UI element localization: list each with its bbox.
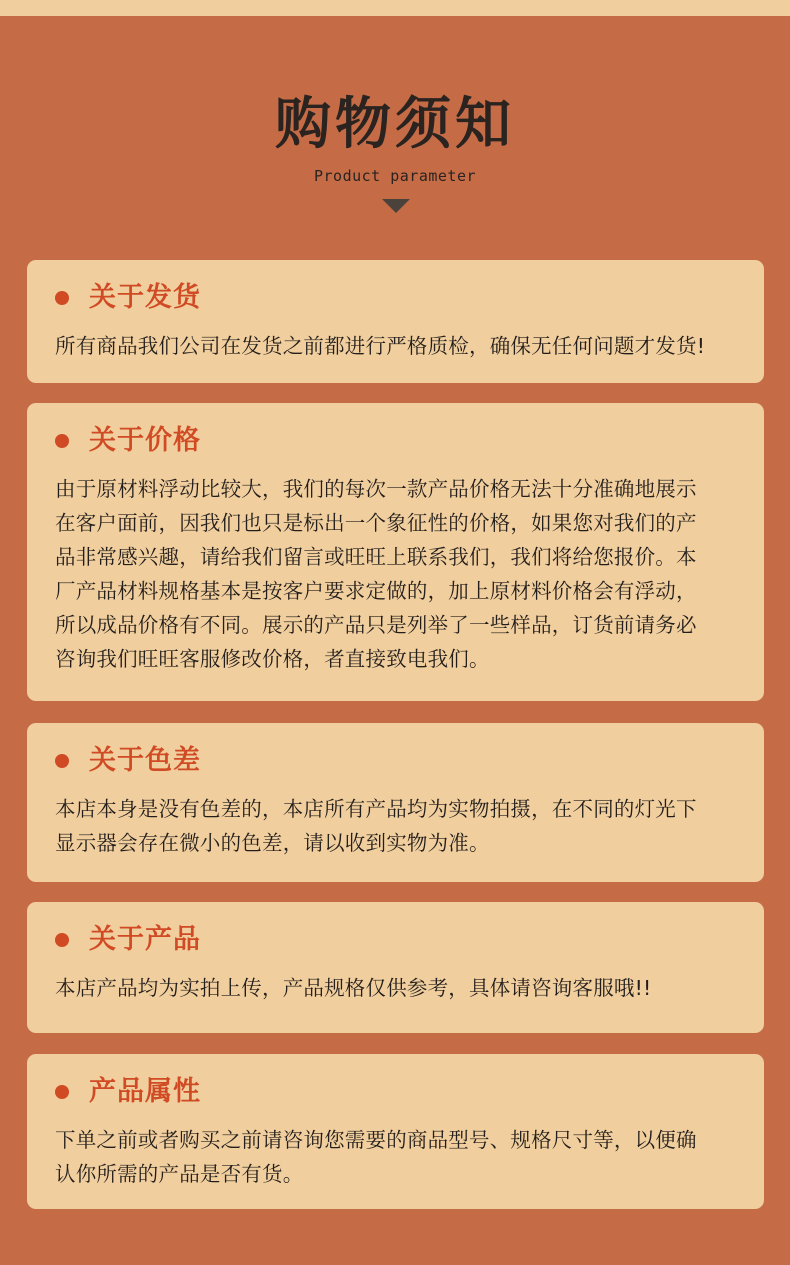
card-header xyxy=(55,1072,740,1112)
bullet-dot-icon xyxy=(55,933,69,947)
card-product xyxy=(27,902,764,1033)
card-price xyxy=(27,403,764,701)
card-title: 关于价格 xyxy=(89,425,201,456)
down-triangle-icon xyxy=(382,199,410,213)
bullet-dot-icon xyxy=(55,434,69,448)
card-body: 下单之前或者购买之前请咨询您需要的商品型号、规格尺寸等，以便确 认你所需的产品是否有货。 xyxy=(55,1128,697,1186)
card-header xyxy=(55,421,740,461)
card-body: 本店产品均为实拍上传，产品规格仅供参考，具体请咨询客服哦!! xyxy=(55,976,652,1000)
page-title: 购物须知 xyxy=(275,92,515,157)
card-body: 由于原材料浮动比较大，我们的每次一款产品价格无法十分准确地展示 在客户面前，因我们也只是标出一个象征性的价格，如果您对我们的产 品非常感兴趣，请给我们留言或旺旺上联系我们，我们将给您报价。本 厂产品材料规格基本是按客户要求定做的，加上原材料价格会有浮动， 所以成品价格有不同。展示的产品只是列举了一些样品，订货前请务必 咨询我们旺旺客服修改价格，者直接致电我们。 xyxy=(55,477,697,671)
card-body: 本店本身是没有色差的，本店所有产品均为实物拍摄，在不同的灯光下 显示器会存在微小的色差，请以收到实物为准。 xyxy=(55,797,697,855)
card-shipping xyxy=(27,260,764,383)
card-title: 关于发货 xyxy=(89,282,201,313)
card-header xyxy=(55,741,740,781)
page-header xyxy=(0,90,790,186)
bullet-dot-icon xyxy=(55,291,69,305)
card-title: 关于色差 xyxy=(89,745,201,776)
card-attributes xyxy=(27,1054,764,1209)
page-subtitle: Product parameter xyxy=(313,167,477,185)
bullet-dot-icon xyxy=(55,754,69,768)
card-header xyxy=(55,278,740,318)
card-title: 产品属性 xyxy=(89,1076,201,1107)
card-title: 关于产品 xyxy=(89,924,201,955)
top-strip xyxy=(0,0,790,16)
card-body: 所有商品我们公司在发货之前都进行严格质检，确保无任何问题才发货! xyxy=(55,334,706,358)
bullet-dot-icon xyxy=(55,1085,69,1099)
card-header xyxy=(55,920,740,960)
card-color-difference xyxy=(27,723,764,882)
